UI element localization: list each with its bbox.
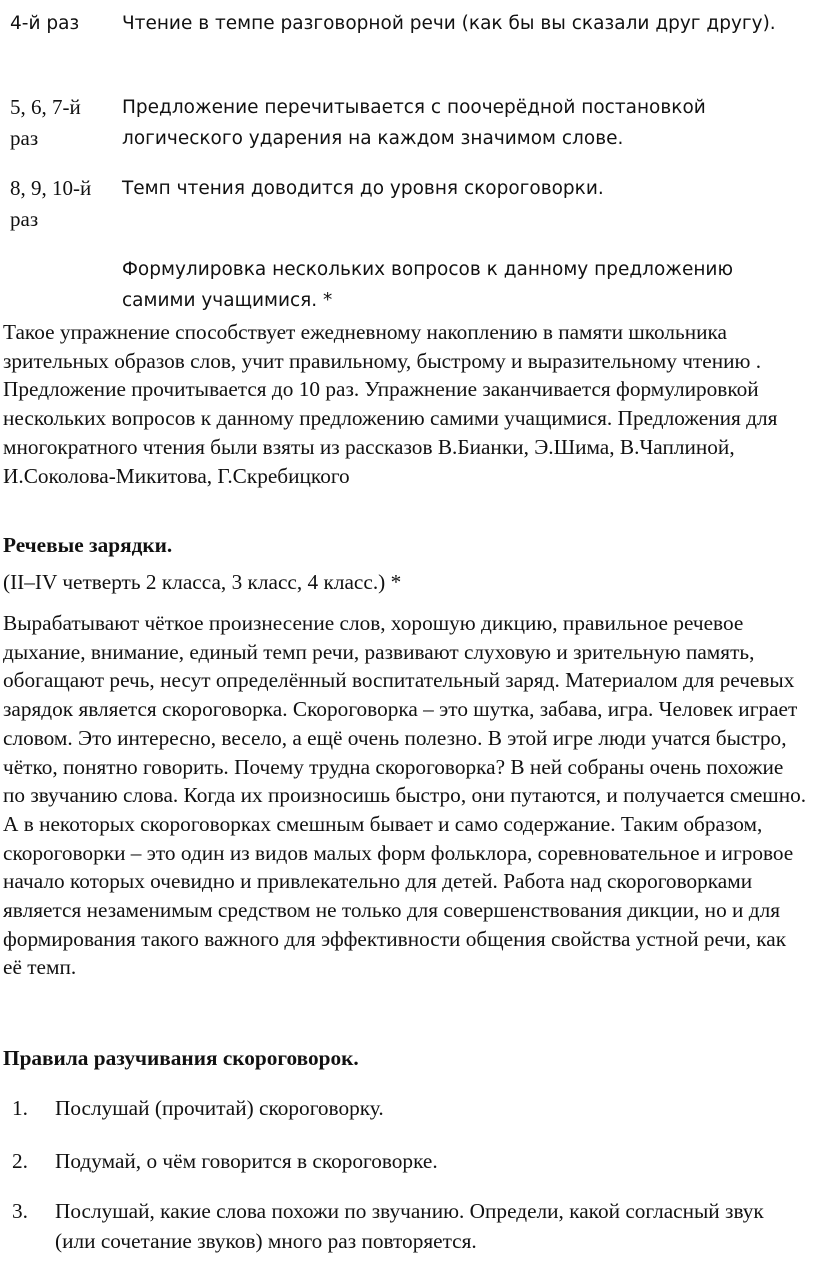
heading-learning-rules: Правила разучивания скороговорок. — [3, 1046, 359, 1070]
list-number: 2. — [12, 1149, 28, 1173]
table-cell-times: 8, 9, 10-й раз — [10, 176, 92, 231]
table-cell-description: Предложение перечитывается с поочерёдной постановкой логического ударения на каждом значимом слове. — [122, 97, 706, 149]
table-cell-times: 5, 6, 7-й раз — [10, 95, 81, 150]
table-cell-times: 4-й раз — [10, 13, 80, 34]
table-cell-description: Темп чтения доводится до уровня скороговорки. — [122, 178, 604, 199]
paragraph-tongue-twisters: Вырабатывают чёткое произнесение слов, хорошую дикцию, правильное речевое дыхание, внимание, единый темп речи, развивают слуховую и зрительную память, обогащают речь, несут определённый воспитательный заряд. Материалом для речевых зарядок является скороговорка. Скороговорка – это шутка, забава, игра. Человек играет словом. Это интересно, весело, а ещё очень полезно. В этой игре люди учатся быстро, чётко, понятно говорить. Почему трудна скороговорка? В ней собраны очень похожие по звучанию слова. Когда их произносишь быстро, они путаются, и получается смешно. А в некоторых скороговорках смешным бывает и само содержание. Таким образом, скороговорки – это один из видов малых форм фольклора, соревновательное и игровое начало которых очевидно и привлекательно для детей. Работа над скороговорками является незаменимым средством не только для совершенствования дикции, но и для формирования такого важного для эффективности общения свойства устной речи, как её темп. — [3, 611, 807, 980]
table-cell-description: Формулировка нескольких вопросов к данному предложению самими учащимися. * — [122, 259, 734, 311]
list-number: 3. — [12, 1199, 28, 1223]
list-text: Подумай, о чём говорится в скороговорке. — [55, 1149, 438, 1173]
table-cell-description: Чтение в темпе разговорной речи (как бы вы сказали друг другу). — [122, 13, 776, 34]
paragraph-grade-range: (II–IV четверть 2 класса, 3 класс, 4 класс.) * — [3, 570, 402, 594]
list-text: Послушай, какие слова похожи по звучанию. Определи, какой согласный звук (или сочетание звуков) много раз повторяется. — [55, 1199, 764, 1253]
list-text: Послушай (прочитай) скороговорку. — [55, 1096, 384, 1120]
list-number: 1. — [12, 1096, 28, 1120]
paragraph-exercise-summary: Такое упражнение способствует ежедневному накоплению в памяти школьника зрительных образов слов, учит правильному, быстрому и выразительному чтению . Предложение прочитывается до 10 раз. Упражнение заканчивается формулировкой нескольких вопросов к данному предложению самими учащимися. Предложения для многократного чтения были взяты из рассказов В.Бианки, Э.Шима, В.Чаплиной, И.Соколова-Микитова, Г.Скребицкого — [3, 320, 778, 488]
heading-speech-warmups: Речевые зарядки. — [3, 533, 173, 557]
